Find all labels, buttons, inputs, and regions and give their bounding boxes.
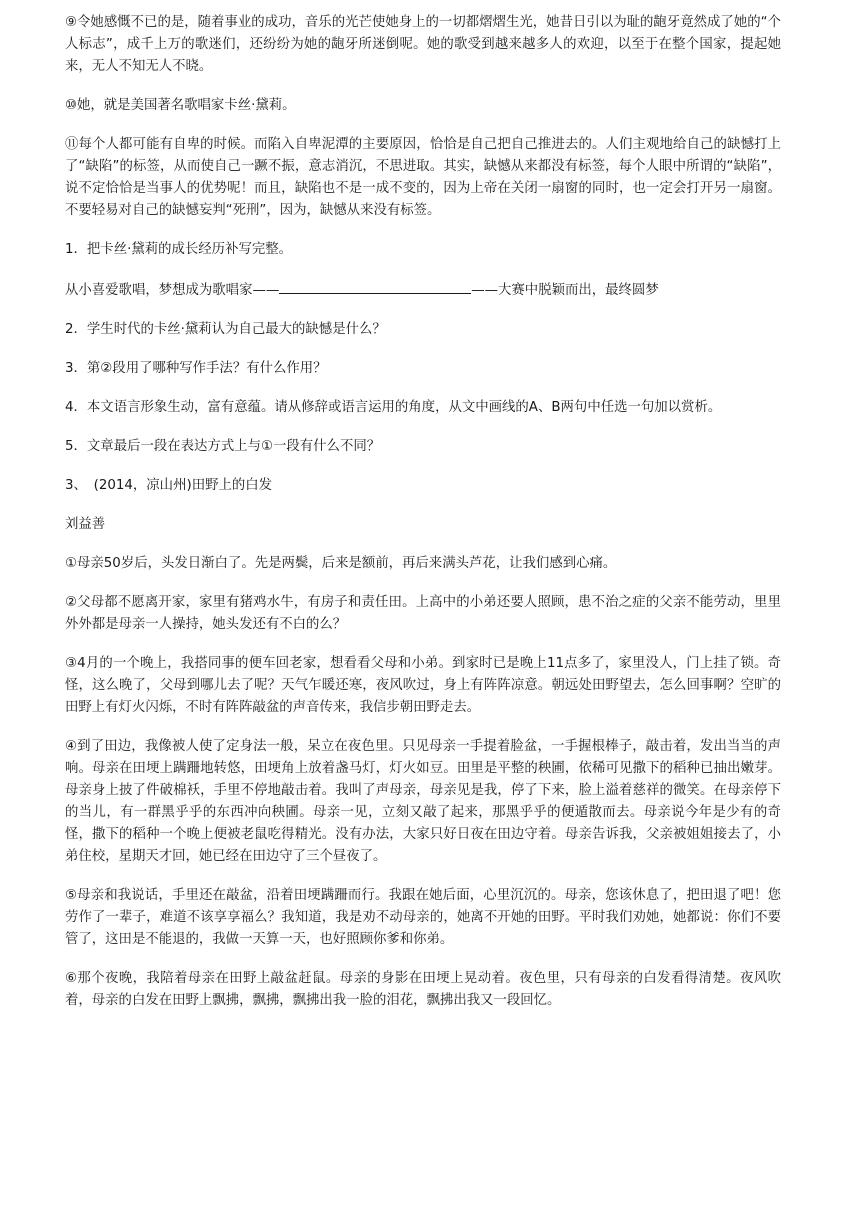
question-1-fill-line <box>65 278 781 302</box>
article-heading: 3、 (2014，凉山州)田野上的白发 <box>65 478 273 493</box>
article-author: 刘益善 <box>65 517 106 532</box>
question-2: 2．学生时代的卡丝·黛莉认为自己最大的缺憾是什么？ <box>65 322 386 337</box>
article-paragraph-2: ②父母都不愿离开家，家里有猪鸡水牛，有房子和责任田。上高中的小弟还要人照顾，患不治之症的父亲不能劳动，里里外外都是母亲一人操持，她头发还有不白的么？ <box>65 595 781 632</box>
paragraph-10: ⑩她，就是美国著名歌唱家卡丝·黛莉。 <box>65 98 296 113</box>
fill-text-after: ——大赛中脱颖而出，最终圆梦 <box>471 283 659 298</box>
document-page <box>65 12 781 1012</box>
question-5: 5．文章最后一段在表达方式上与①一段有什么不同？ <box>65 439 381 454</box>
article-paragraph-1: ①母亲50岁后，头发日渐白了。先是两鬓，后来是额前，再后来满头芦花，让我们感到心痛。 <box>65 556 617 571</box>
question-3: 3．第②段用了哪种写作手法？有什么作用？ <box>65 361 327 376</box>
question-4: 4．本文语言形象生动，富有意蕴。请从修辞或语言运用的角度，从文中画线的A、B两句中任选一句加以赏析。 <box>65 400 722 415</box>
paragraph-9: ⑨令她感慨不已的是，随着事业的成功，音乐的光芒使她身上的一切都熠熠生光，她昔日引以为耻的龅牙竟然成了她的“个人标志”，成千上万的歌迷们，还纷纷为她的龅牙所迷倒呢。她的歌受到越来越多人的欢迎，以至于在整个国家，提起她来，无人不知无人不晓。 <box>65 15 781 74</box>
article-paragraph-3: ③4月的一个晚上，我搭同事的便车回老家，想看看父母和小弟。到家时已是晚上11点多了，家里没人，门上挂了锁。奇怪，这么晚了，父母到哪儿去了呢？天气乍暖还寒，夜风吹过，身上有阵阵凉意。朝远处田野望去，怎么回事啊？空旷的田野上有灯火闪烁，不时有阵阵敲盆的声音传来，我信步朝田野走去。 <box>65 656 781 715</box>
paragraph-11: ⑪每个人都可能有自卑的时候。而陷入自卑泥潭的主要原因，恰恰是自己把自己推进去的。人们主观地给自己的缺憾打上了“缺陷”的标签，从而使自己一蹶不振，意志消沉，不思进取。其实，缺憾从来都没有标签，每个人眼中所谓的“缺陷”，说不定恰恰是当事人的优势呢！而且，缺陷也不是一成不变的，因为上帝在关闭一扇窗的同时，也一定会打开另一扇窗。不要轻易对自己的缺憾妄判“死刑”，因为，缺憾从来没有标签。 <box>65 137 781 218</box>
article-paragraph-5: ⑤母亲和我说话，手里还在敲盆，沿着田埂蹒跚而行。我跟在她后面，心里沉沉的。母亲，您该休息了，把田退了吧！您劳作了一辈子，难道不该享享福么？我知道，我是劝不动母亲的，她离不开她的田野。平时我们劝她，她都说：你们不要管了，这田是不能退的，我做一天算一天，也好照顾你爹和你弟。 <box>65 888 781 947</box>
question-1: 1．把卡丝·黛莉的成长经历补写完整。 <box>65 242 293 257</box>
article-paragraph-4: ④到了田边，我像被人使了定身法一般，呆立在夜色里。只见母亲一手提着脸盆，一手握根棒子，敲击着，发出当当的声响。母亲在田埂上蹒跚地转悠，田埂角上放着盏马灯，灯火如豆。田里是平整的秧圃，依稀可见撒下的稻种已抽出嫩芽。母亲身上披了件破棉袄，手里不停地敲击着。我叫了声母亲，母亲见是我，停了下来，脸上溢着慈祥的微笑。在母亲停下的当儿，有一群黑乎乎的东西冲向秧圃。母亲一见，立刻又敲了起来，那黑乎乎的便遁散而去。母亲说今年是少有的奇怪，撒下的稻种一个晚上便被老鼠吃得精光。没有办法，大家只好日夜在田边守着。母亲告诉我，父亲被姐姐接去了，小弟住校，星期天才回，她已经在田边守了三个昼夜了。 <box>65 739 781 864</box>
answer-blank[interactable] <box>279 278 471 294</box>
fill-text-before: 从小喜爱歌唱，梦想成为歌唱家—— <box>65 283 280 298</box>
article-paragraph-6: ⑥那个夜晚，我陪着母亲在田野上敲盆赶鼠。母亲的身影在田埂上晃动着。夜色里，只有母亲的白发看得清楚。夜风吹着，母亲的白发在田野上飘拂，飘拂，飘拂出我一脸的泪花，飘拂出我又一段回忆。 <box>65 971 781 1008</box>
